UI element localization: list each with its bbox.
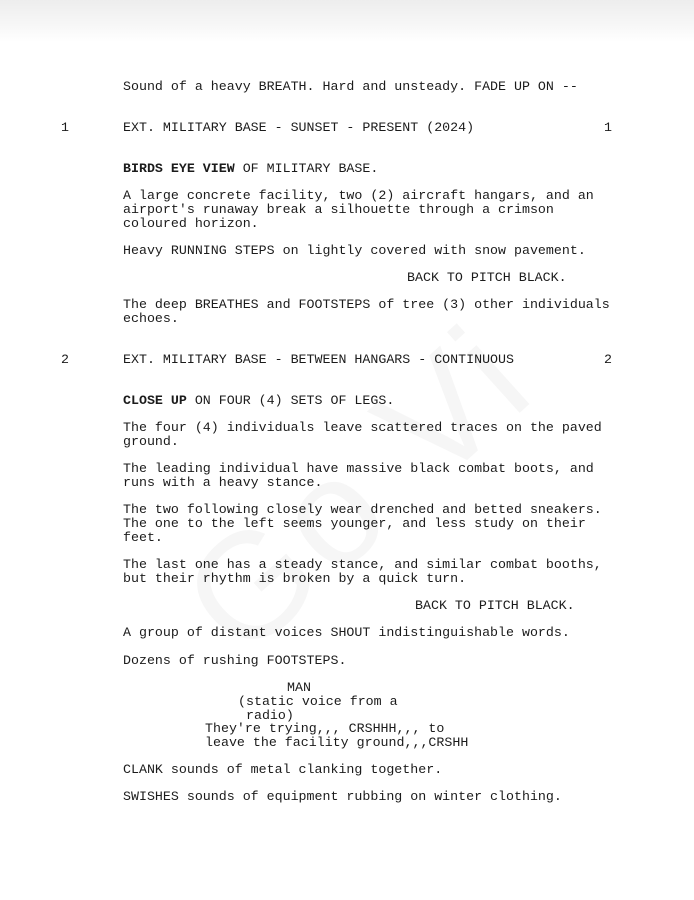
action-line-emphasis xyxy=(123,162,623,176)
action-line: SWISHES sounds of equipment rubbing on winter clothing. xyxy=(123,789,562,804)
scene-number-right: 1 xyxy=(604,120,612,135)
scene-number-right: 2 xyxy=(604,352,612,367)
transition: BACK TO PITCH BLACK. xyxy=(407,270,567,285)
action-line: Sound of a heavy BREATH. Hard and unsteady. FADE UP ON -- xyxy=(123,79,578,94)
scene-number-left: 1 xyxy=(61,120,69,135)
action-paragraph: The four (4) individuals leave scattered traces on the paved ground. xyxy=(123,420,602,449)
action-paragraph: The leading individual have massive black combat boots, and runs with a heavy stance. xyxy=(123,461,594,490)
character-name: MAN xyxy=(287,680,311,695)
action-text: ON FOUR (4) SETS OF LEGS. xyxy=(186,393,395,408)
shot-direction: CLOSE UP xyxy=(123,393,187,408)
transition: BACK TO PITCH BLACK. xyxy=(415,598,575,613)
scene-number-left: 2 xyxy=(61,352,69,367)
shot-direction: BIRDS EYE VIEW xyxy=(123,161,235,176)
action-paragraph: The two following closely wear drenched and betted sneakers. The one to the left seems younger, and less study on their feet. xyxy=(123,502,602,545)
action-line: CLANK sounds of metal clanking together. xyxy=(123,762,443,777)
scene-heading: EXT. MILITARY BASE - BETWEEN HANGARS - CONTINUOUS xyxy=(123,352,514,367)
action-text: OF MILITARY BASE. xyxy=(234,161,379,176)
action-line: Heavy RUNNING STEPS on lightly covered with snow pavement. xyxy=(123,243,586,258)
action-paragraph: The deep BREATHES and FOOTSTEPS of tree (3) other individuals echoes. xyxy=(123,297,610,326)
parenthetical: (static voice from a radio) xyxy=(238,694,398,723)
dialogue: They're trying,,, CRSHHH,,, to leave the facility ground,,,CRSHH xyxy=(205,721,469,750)
action-paragraph: A large concrete facility, two (2) aircraft hangars, and an airport's runaway break a silhouette through a crimson coloured horizon. xyxy=(123,188,594,231)
action-line: A group of distant voices SHOUT indistinguishable words. xyxy=(123,625,570,640)
action-line: Dozens of rushing FOOTSTEPS. xyxy=(123,653,347,668)
scene-heading: EXT. MILITARY BASE - SUNSET - PRESENT (2024) xyxy=(123,120,475,135)
action-line-emphasis xyxy=(123,394,623,408)
action-paragraph: The last one has a steady stance, and similar combat booths, but their rhythm is broken by a quick turn. xyxy=(123,557,602,586)
